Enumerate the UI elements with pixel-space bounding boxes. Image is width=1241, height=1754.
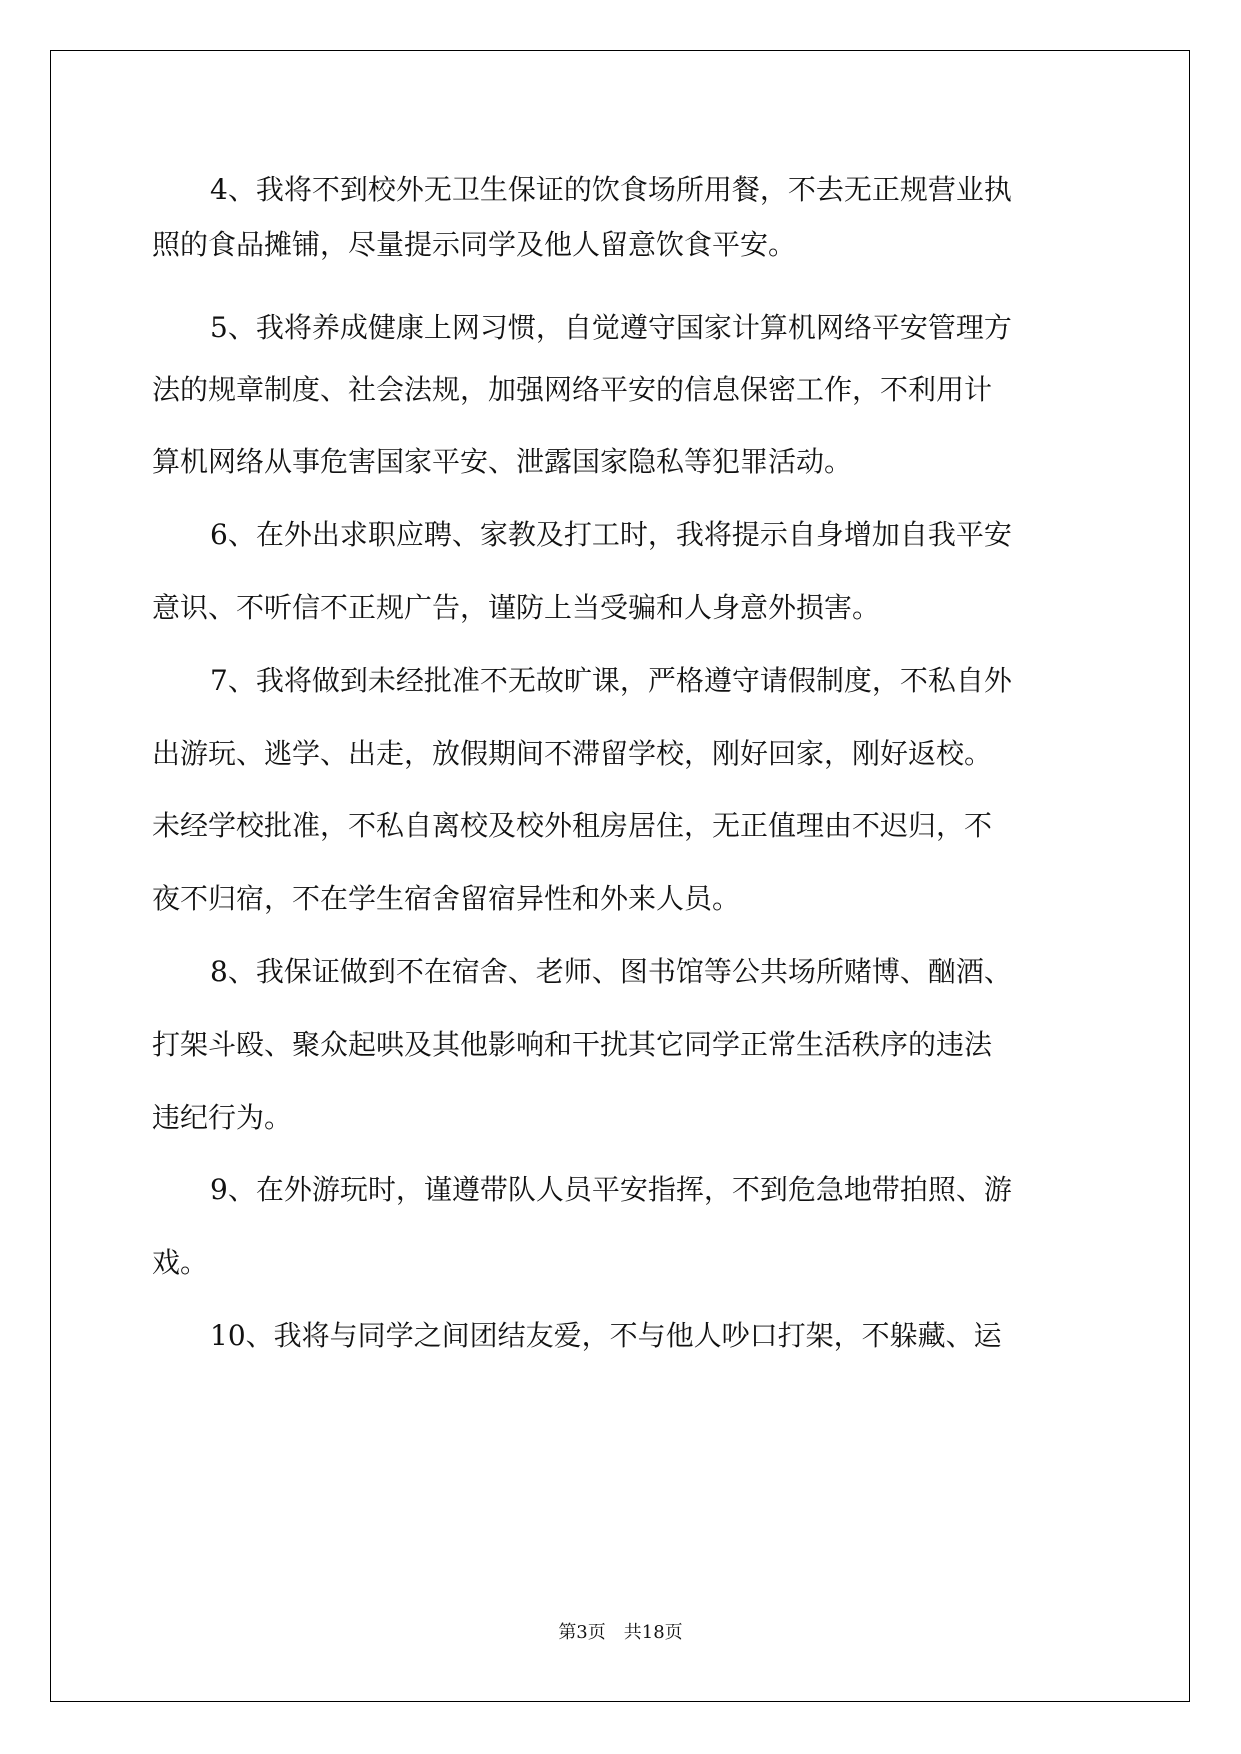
paragraph-7-line-4: 夜不归宿，不在学生宿舍留宿异性和外来人员。 (152, 882, 741, 915)
page-border (50, 50, 1190, 1702)
paragraph-7-line-2: 出游玩、逃学、出走，放假期间不滞留学校，刚好回家，刚好返校。 (152, 737, 993, 770)
paragraph-5-line-1: 5、我将养成健康上网习惯，自觉遵守国家计算机网络平安管理方 (210, 311, 1012, 344)
paragraph-7-line-3: 未经学校批准，不私自离校及校外租房居住，无正值理由不迟归，不 (152, 809, 993, 842)
paragraph-7-line-1: 7、我将做到未经批准不无故旷课，严格遵守请假制度，不私自外 (210, 664, 1012, 697)
page-number: 第3页 (558, 1622, 606, 1643)
paragraph-5-line-2: 法的规章制度、社会法规，加强网络平安的信息保密工作，不利用计 (152, 373, 993, 406)
paragraph-4-line-1: 4、我将不到校外无卫生保证的饮食场所用餐，不去无正规营业执 (210, 173, 1012, 206)
paragraph-8-line-1: 8、我保证做到不在宿舍、老师、图书馆等公共场所赌博、酗酒、 (210, 955, 1012, 988)
paragraph-6-line-1: 6、在外出求职应聘、家教及打工时，我将提示自身增加自我平安 (210, 518, 1012, 551)
paragraph-8-line-3: 违纪行为。 (152, 1101, 293, 1134)
page-total: 共18页 (623, 1622, 683, 1643)
paragraph-5-line-3: 算机网络从事危害国家平安、泄露国家隐私等犯罪活动。 (152, 445, 853, 478)
paragraph-10-line-1: 10、我将与同学之间团结友爱，不与他人吵口打架，不躲藏、运 (210, 1319, 1002, 1352)
paragraph-6-line-2: 意识、不听信不正规广告，谨防上当受骗和人身意外损害。 (152, 591, 881, 624)
paragraph-9-line-1: 9、在外游玩时，谨遵带队人员平安指挥，不到危急地带拍照、游 (210, 1173, 1012, 1206)
paragraph-4-line-2: 照的食品摊铺，尽量提示同学及他人留意饮食平安。 (152, 228, 797, 261)
paragraph-9-line-2: 戏。 (152, 1246, 209, 1279)
page-footer (0, 1621, 1241, 1645)
paragraph-8-line-2: 打架斗殴、聚众起哄及其他影响和干扰其它同学正常生活秩序的违法 (152, 1028, 993, 1061)
